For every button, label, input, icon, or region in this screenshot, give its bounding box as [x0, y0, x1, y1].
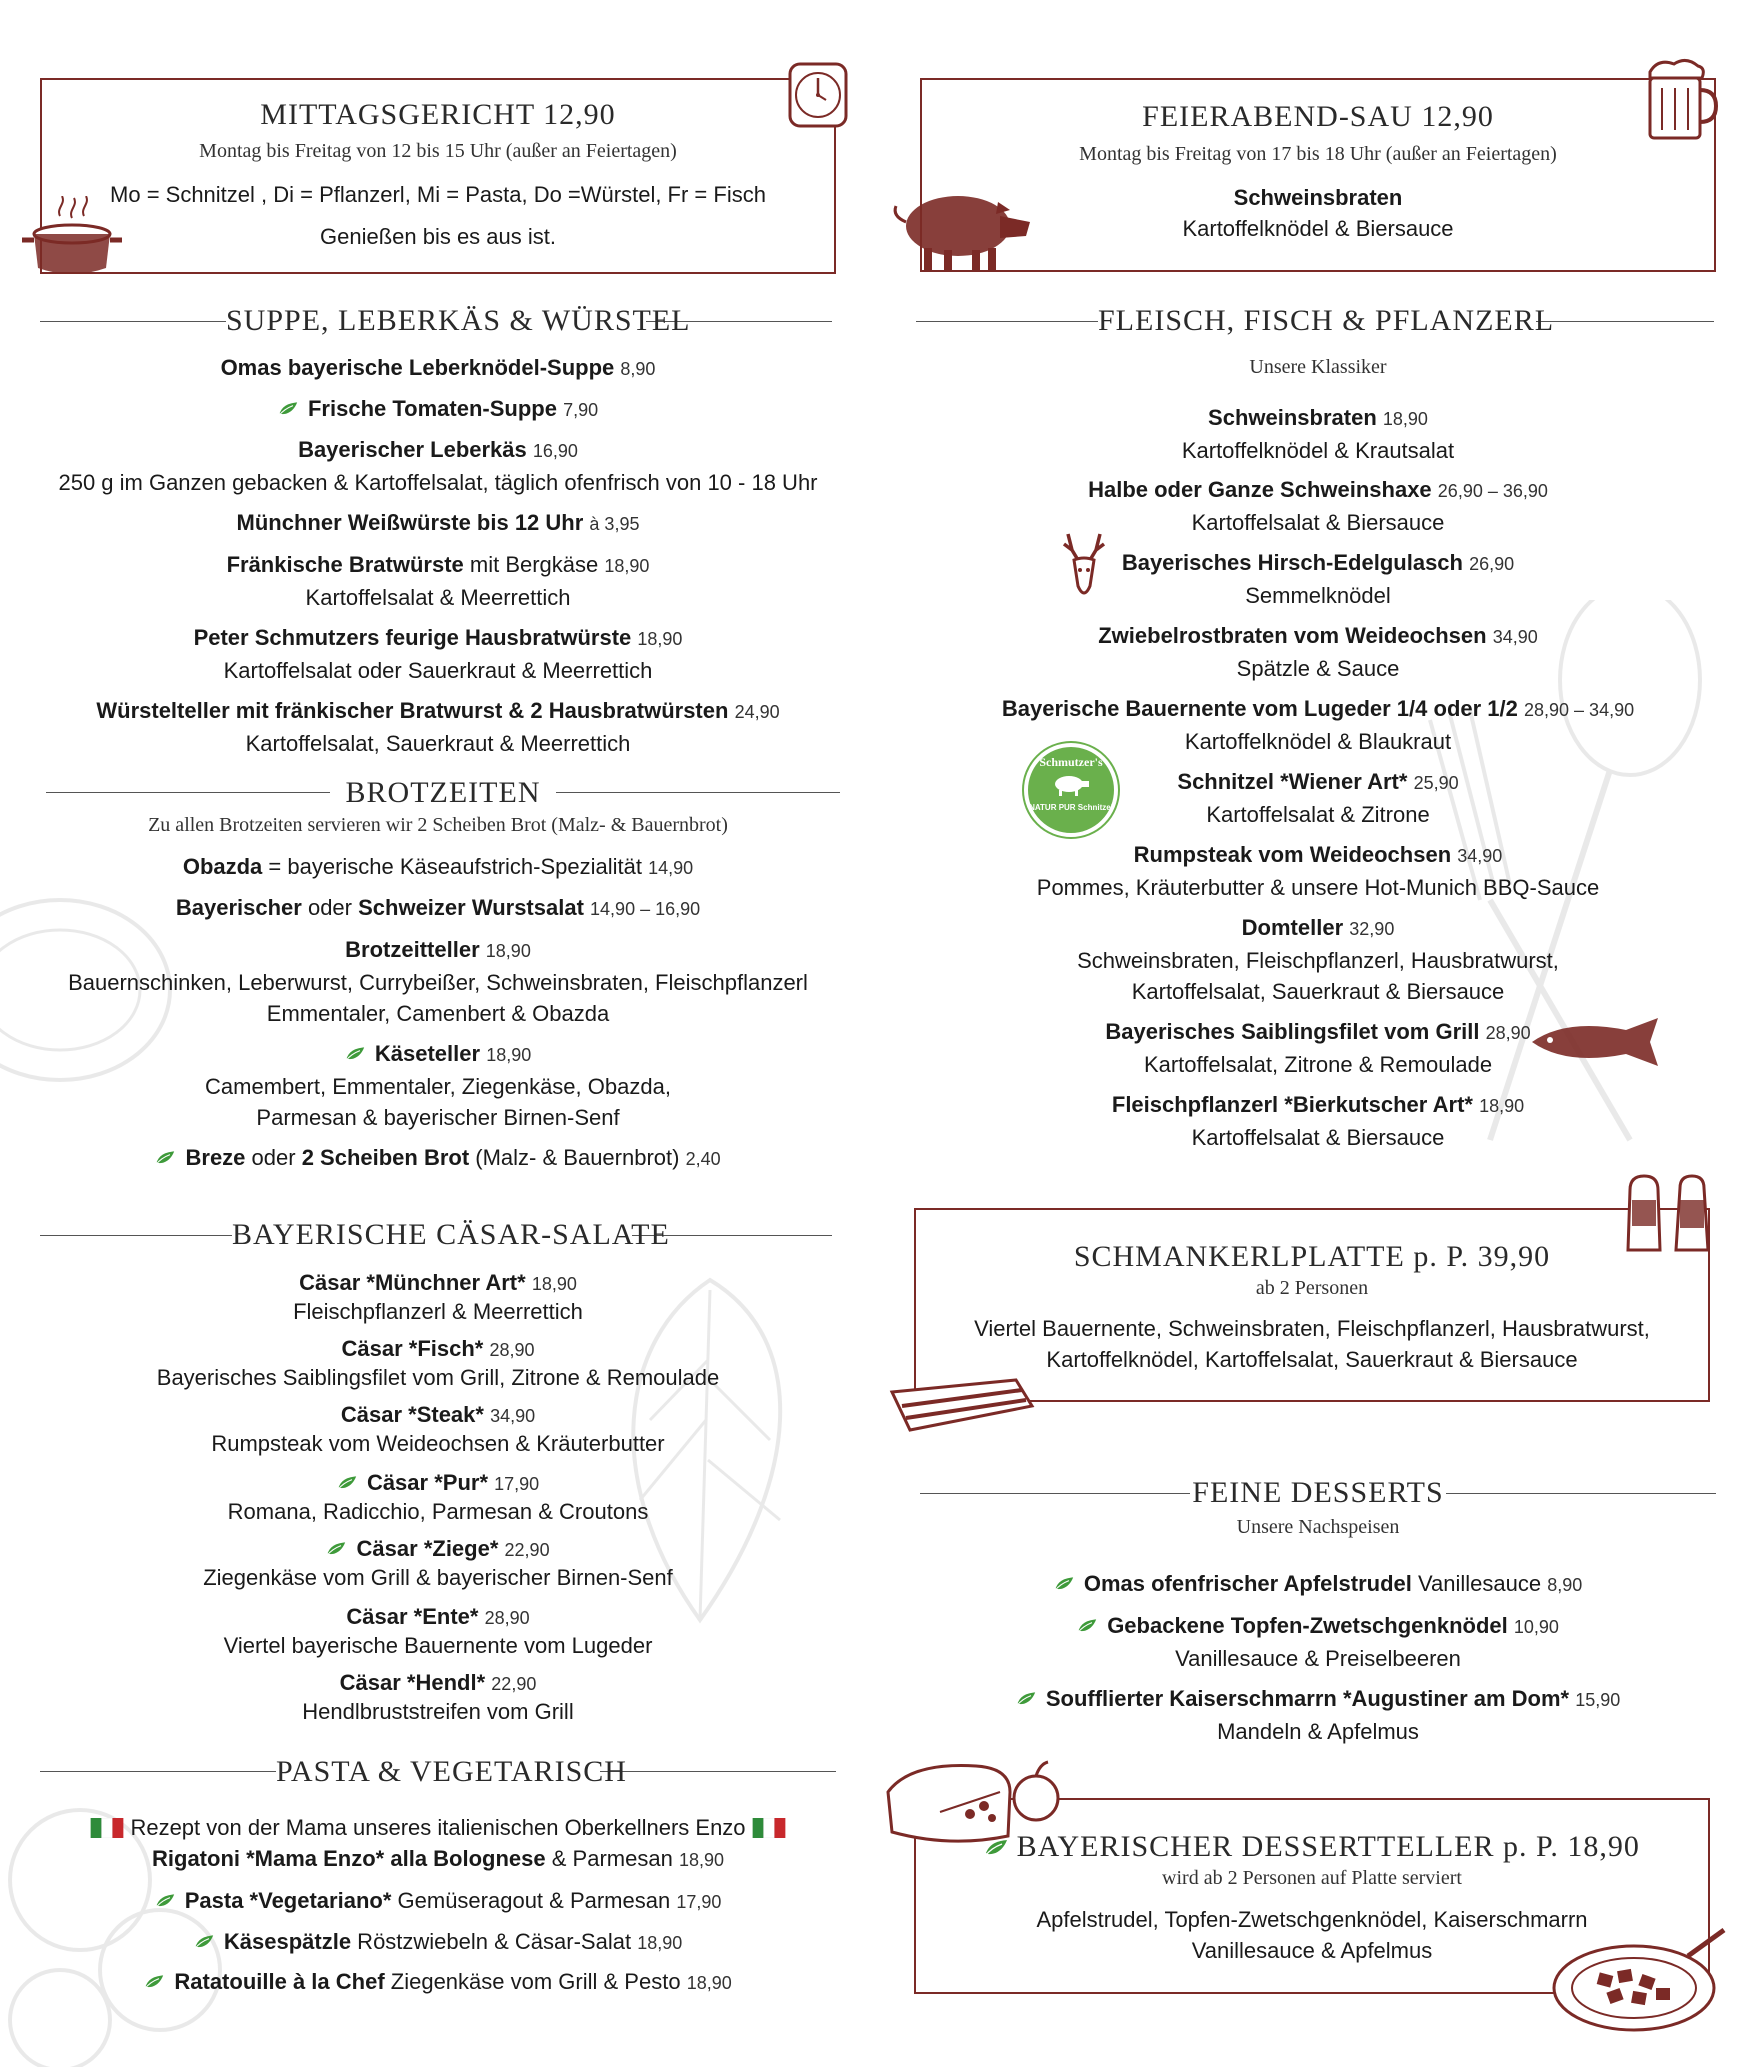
item-addition: oder	[301, 895, 359, 920]
item-description: Hendlbruststreifen vom Grill	[302, 1699, 574, 1724]
item-description: Kartoffelknödel & Biersauce	[1182, 216, 1454, 241]
item-description: Kartoffelsalat & Biersauce	[1191, 510, 1445, 535]
item-addition: Ziegenkäse vom Grill & Pesto	[384, 1969, 681, 1994]
vegetarian-leaf-icon	[345, 1046, 365, 1062]
pasta-intro	[40, 1812, 836, 1843]
item-name: Gebackene Topfen-Zwetschgenknödel	[1107, 1613, 1508, 1638]
salt-pepper-icon	[1620, 1170, 1720, 1256]
menu-item	[920, 693, 1716, 757]
deer-antler-icon	[1054, 530, 1114, 602]
kaiserschmarrn-plate-icon	[1548, 1926, 1734, 2036]
item-price: 18,90	[485, 941, 531, 961]
pasta-section-title: PASTA & VEGETARISCH	[276, 1755, 627, 1788]
item-description: Kartoffelknödel & Blaukraut	[1184, 729, 1452, 754]
menu-item	[40, 1603, 836, 1660]
vegetarian-leaf-icon	[144, 1974, 164, 1990]
menu-item	[40, 1885, 836, 1918]
item-price: 18,90	[686, 1973, 732, 1993]
item-price: 2,40	[685, 1149, 721, 1169]
item-description: Bayerisches Saiblingsfilet vom Grill, Zitrone & Remoulade	[156, 1365, 720, 1390]
menu-item	[920, 1568, 1716, 1601]
item-price: 17,90	[494, 1474, 540, 1494]
menu-item	[40, 434, 836, 498]
vegetarian-leaf-icon	[155, 1893, 175, 1909]
item-name: Soufflierter Kaiserschmarrn *Augustiner am Dom*	[1045, 1686, 1570, 1711]
menu-item	[40, 934, 836, 1029]
item-price: 18,90	[1479, 1096, 1525, 1116]
item-description: Mandeln & Apfelmus	[1217, 1719, 1419, 1744]
item-price: 24,90	[734, 702, 780, 722]
badge-top-text: Schmutzer's	[1039, 755, 1103, 769]
item-name: Halbe oder Ganze Schweinshaxe	[1088, 477, 1432, 502]
menu-item	[40, 1469, 836, 1526]
menu-item	[40, 1535, 836, 1592]
item-name: Cäsar *Steak*	[340, 1402, 484, 1427]
fish-icon	[1526, 1012, 1676, 1072]
item-name: Cäsar *Ente*	[346, 1604, 479, 1629]
item-addition: Röstzwiebeln & Cäsar-Salat	[351, 1929, 632, 1954]
item-description: Kartoffelknödel & Krautsalat	[1181, 438, 1455, 463]
item-price: 8,90	[1547, 1575, 1583, 1595]
schmankerlplatte-subtitle: ab 2 Personen	[1255, 1277, 1369, 1299]
item-price: 8,90	[620, 359, 656, 379]
item-price: 28,90	[489, 1340, 535, 1360]
item-price: à 3,95	[589, 514, 640, 534]
item-name: Rigatoni *Mama Enzo* alla Bolognese	[152, 1846, 546, 1871]
menu-item	[40, 1401, 836, 1458]
item-price: 18,90	[678, 1850, 724, 1870]
menu-item	[920, 620, 1716, 684]
item-description: Kartoffelsalat oder Sauerkraut & Meerrettich	[223, 658, 653, 683]
vegetarian-leaf-icon	[337, 1475, 357, 1491]
vegetarian-leaf-icon	[1016, 1691, 1036, 1707]
item-description: Romana, Radicchio, Parmesan & Croutons	[227, 1499, 649, 1524]
mittagsgericht-note: Genießen bis es aus ist.	[319, 224, 556, 249]
item-description: Viertel bayerische Bauernente vom Lugeder	[223, 1633, 653, 1658]
item-name: Cäsar *Fisch*	[341, 1336, 484, 1361]
item-price: 28,90	[484, 1608, 530, 1628]
menu-item	[40, 1335, 836, 1392]
dessertteller-subtitle: wird ab 2 Personen auf Platte serviert	[1162, 1867, 1462, 1889]
item-name: Zwiebelrostbraten vom Weideochsen	[1098, 623, 1487, 648]
item-description: Rumpsteak vom Weideochsen & Kräuterbutter	[211, 1431, 665, 1456]
menu-item	[920, 474, 1716, 538]
menu-item	[40, 1269, 836, 1326]
item-description: Kartoffelsalat & Biersauce	[1191, 1125, 1445, 1150]
feierabend-item	[920, 182, 1716, 244]
item-name-2: Schweizer Wurstsalat	[358, 895, 584, 920]
menu-item	[40, 622, 836, 686]
item-name: Schnitzel *Wiener Art*	[1177, 769, 1408, 794]
menu-item	[40, 1966, 836, 1999]
pasta-intro-text: Rezept von der Mama unseres italienischen Oberkellners Enzo	[130, 1815, 746, 1840]
item-addition: mit Bergkäse	[463, 552, 599, 577]
item-name: Bayerisches Hirsch-Edelgulasch	[1121, 550, 1463, 575]
item-price: 18,90	[531, 1274, 577, 1294]
item-addition: = bayerische Käseaufstrich-Spezialität	[262, 854, 642, 879]
item-price: 18,90	[486, 1045, 532, 1065]
item-name: Schweinsbraten	[1208, 405, 1377, 430]
brotzeiten-section-title: BROTZEITEN	[345, 776, 541, 809]
menu-item	[40, 352, 836, 385]
item-name: Frische Tomaten-Suppe	[307, 396, 557, 421]
item-price: 26,90	[1469, 554, 1515, 574]
item-description: Kartoffelsalat, Sauerkraut & Meerrettich	[245, 731, 631, 756]
pig-icon	[1051, 772, 1091, 798]
menu-item	[920, 1610, 1716, 1674]
pig-icon	[888, 180, 1036, 276]
item-price: 17,90	[676, 1892, 722, 1912]
item-description: Kartoffelsalat & Zitrone	[1206, 802, 1430, 827]
vegetarian-leaf-icon	[155, 1150, 175, 1166]
item-description: Ziegenkäse vom Grill & bayerischer Birnen-Senf	[203, 1565, 673, 1590]
item-description: Semmelknödel	[1245, 583, 1391, 608]
item-description: Fleischpflanzerl & Meerrettich	[293, 1299, 583, 1324]
item-name: Domteller	[1241, 915, 1344, 940]
menu-item	[40, 1038, 836, 1133]
item-name-2: 2 Scheiben Brot	[301, 1145, 470, 1170]
italian-flag-icon	[752, 1818, 786, 1838]
salate-section-title: BAYERISCHE CÄSAR-SALATE	[232, 1218, 670, 1251]
vegetarian-leaf-icon	[194, 1934, 214, 1950]
item-name: Cäsar *Ziege*	[356, 1536, 499, 1561]
menu-item	[40, 549, 836, 613]
item-name: Fränkische Bratwürste	[226, 552, 464, 577]
item-price: 22,90	[491, 1674, 537, 1694]
item-price: 22,90	[504, 1540, 550, 1560]
item-description: Kartoffelsalat, Zitrone & Remoulade	[1143, 1052, 1493, 1077]
item-description: Emmentaler, Camenbert & Obazda	[266, 1001, 610, 1026]
item-price: 34,90	[1492, 627, 1538, 647]
vegetarian-leaf-icon	[326, 1541, 346, 1557]
item-description: Camembert, Emmentaler, Ziegenkäse, Obazda,	[205, 1074, 671, 1099]
item-name: Münchner Weißwürste bis 12 Uhr	[236, 510, 584, 535]
item-addition: (Malz- & Bauernbrot)	[469, 1145, 686, 1170]
item-description: Vanillesauce & Preiselbeeren	[1175, 1646, 1461, 1671]
item-addition: & Parmesan	[545, 1846, 673, 1871]
schmankerlplatte-desc	[914, 1313, 1710, 1375]
beer-mug-icon	[1640, 54, 1718, 144]
fleisch-section-title: FLEISCH, FISCH & PFLANZERL	[1098, 304, 1555, 337]
item-description: Kartoffelknödel, Kartoffelsalat, Sauerkraut & Biersauce	[1046, 1347, 1578, 1372]
mittagsgericht-days: Mo = Schnitzel , Di = Pflanzerl, Mi = Pasta, Do =Würstel, Fr = Fisch	[110, 182, 766, 207]
item-name: Obazda	[182, 854, 263, 879]
item-price: 34,90	[490, 1406, 536, 1426]
clock-icon	[786, 60, 850, 130]
menu-item	[40, 393, 836, 426]
item-name: Omas bayerische Leberknödel-Suppe	[220, 355, 615, 380]
item-name: Käseteller	[374, 1041, 481, 1066]
strudel-icon	[880, 1752, 1068, 1852]
item-name: Bayerische Bauernente vom Lugeder 1/4 oder 1/2	[1001, 696, 1518, 721]
item-name: Rumpsteak vom Weideochsen	[1133, 842, 1452, 867]
item-name: Cäsar *Hendl*	[339, 1670, 486, 1695]
menu-item	[920, 839, 1716, 903]
item-price: 14,90 – 16,90	[590, 899, 701, 919]
item-name: Bayerischer	[175, 895, 302, 920]
item-price: 25,90	[1413, 773, 1459, 793]
item-description: Viertel Bauernente, Schweinsbraten, Fleischpflanzerl, Hausbratwurst,	[974, 1316, 1650, 1341]
item-addition: Gemüseragout & Parmesan	[391, 1888, 671, 1913]
item-description: Schweinsbraten, Fleischpflanzerl, Hausbratwurst,	[1077, 948, 1559, 973]
item-description: Kartoffelsalat, Sauerkraut & Biersauce	[1131, 979, 1505, 1004]
item-description: Kartoffelsalat & Meerrettich	[305, 585, 571, 610]
feierabend-title: FEIERABEND-SAU 12,90	[1142, 100, 1494, 133]
item-addition: Vanillesauce	[1411, 1571, 1542, 1596]
menu-item	[40, 1926, 836, 1959]
vegetarian-leaf-icon	[1054, 1576, 1074, 1592]
menu-item	[40, 892, 836, 925]
schmankerlplatte-title: SCHMANKERLPLATTE p. P. 39,90	[1073, 1240, 1551, 1273]
item-price: 7,90	[563, 400, 599, 420]
menu-item	[40, 1843, 836, 1876]
item-price: 26,90 – 36,90	[1437, 481, 1548, 501]
item-name: Fleischpflanzerl *Bierkutscher Art*	[1111, 1092, 1473, 1117]
dessertteller-title: BAYERISCHER DESSERTTELLER p. P. 18,90	[1016, 1830, 1640, 1863]
item-description: Parmesan & bayerischer Birnen-Senf	[256, 1105, 620, 1130]
item-price: 16,90	[532, 441, 578, 461]
vegetarian-leaf-icon	[1077, 1618, 1097, 1634]
item-name: Cäsar *Münchner Art*	[299, 1270, 526, 1295]
desserts-section-title: FEINE DESSERTS	[1192, 1476, 1444, 1509]
menu-item	[920, 547, 1716, 611]
item-name: Brotzeitteller	[345, 937, 480, 962]
item-name: Breze	[185, 1145, 246, 1170]
italian-flag-icon	[90, 1818, 124, 1838]
cooking-pot-icon	[20, 196, 124, 282]
brotzeiten-subtitle: Zu allen Brotzeiten servieren wir 2 Scheiben Brot (Malz- & Bauernbrot)	[148, 814, 728, 836]
item-price: 14,90	[648, 858, 694, 878]
item-price: 32,90	[1349, 919, 1395, 939]
item-description: Bauernschinken, Leberwurst, Currybeißer, Schweinsbraten, Fleischpflanzerl	[68, 970, 808, 995]
menu-item	[40, 507, 836, 540]
menu-item	[920, 1089, 1716, 1153]
item-price: 18,90	[1382, 409, 1428, 429]
menu-item	[40, 1142, 836, 1175]
item-name: Peter Schmutzers feurige Hausbratwürste	[193, 625, 632, 650]
menu-item	[40, 695, 836, 759]
menu-item	[920, 402, 1716, 466]
fleisch-subtitle: Unsere Klassiker	[1249, 356, 1387, 378]
item-name: Bayerischer Leberkäs	[298, 437, 527, 462]
item-description: Vanillesauce & Apfelmus	[1191, 1938, 1433, 1963]
item-price: 15,90	[1575, 1690, 1621, 1710]
item-price: 18,90	[637, 1933, 683, 1953]
item-name: Käsespätzle	[223, 1929, 352, 1954]
item-price: 18,90	[604, 556, 650, 576]
item-name: Schweinsbraten	[1233, 185, 1403, 210]
item-description: Pommes, Kräuterbutter & unsere Hot-Munich BBQ-Sauce	[1036, 875, 1600, 900]
schmutzers-badge	[1024, 743, 1118, 837]
item-name: Cäsar *Pur*	[366, 1470, 489, 1495]
item-name: Bayerisches Saiblingsfilet vom Grill	[1105, 1019, 1480, 1044]
badge-bottom-text: NATUR PUR Schnitzel	[1029, 803, 1113, 812]
menu-item	[40, 1669, 836, 1726]
item-name: Omas ofenfrischer Apfelstrudel	[1083, 1571, 1412, 1596]
item-price: 28,90	[1485, 1023, 1531, 1043]
menu-item	[920, 1683, 1716, 1747]
vegetarian-leaf-icon	[278, 401, 298, 417]
menu-item	[40, 851, 836, 884]
item-description: Spätzle & Sauce	[1236, 656, 1400, 681]
bacon-icon	[886, 1372, 1038, 1438]
item-name: Ratatouille à la Chef	[174, 1969, 385, 1994]
item-price: 34,90	[1457, 846, 1503, 866]
item-price: 18,90	[637, 629, 683, 649]
item-name: Pasta *Vegetariano*	[184, 1888, 392, 1913]
feierabend-subtitle: Montag bis Freitag von 17 bis 18 Uhr (außer an Feiertagen)	[1079, 143, 1557, 165]
mittagsgericht-title: MITTAGSGERICHT 12,90	[260, 98, 616, 131]
item-description: Apfelstrudel, Topfen-Zwetschgenknödel, Kaiserschmarrn	[1036, 1907, 1588, 1932]
menu-item	[920, 912, 1716, 1007]
suppe-section-title: SUPPE, LEBERKÄS & WÜRSTEL	[226, 304, 691, 337]
mittagsgericht-subtitle: Montag bis Freitag von 12 bis 15 Uhr (außer an Feiertagen)	[199, 140, 677, 162]
item-price: 10,90	[1513, 1617, 1559, 1637]
item-price: 28,90 – 34,90	[1524, 700, 1635, 720]
item-description: 250 g im Ganzen gebacken & Kartoffelsalat, täglich ofenfrisch von 10 - 18 Uhr	[58, 470, 818, 495]
desserts-subtitle: Unsere Nachspeisen	[1236, 1516, 1400, 1538]
item-name: Würstelteller mit fränkischer Bratwurst & 2 Hausbratwürsten	[96, 698, 729, 723]
item-addition: oder	[245, 1145, 302, 1170]
